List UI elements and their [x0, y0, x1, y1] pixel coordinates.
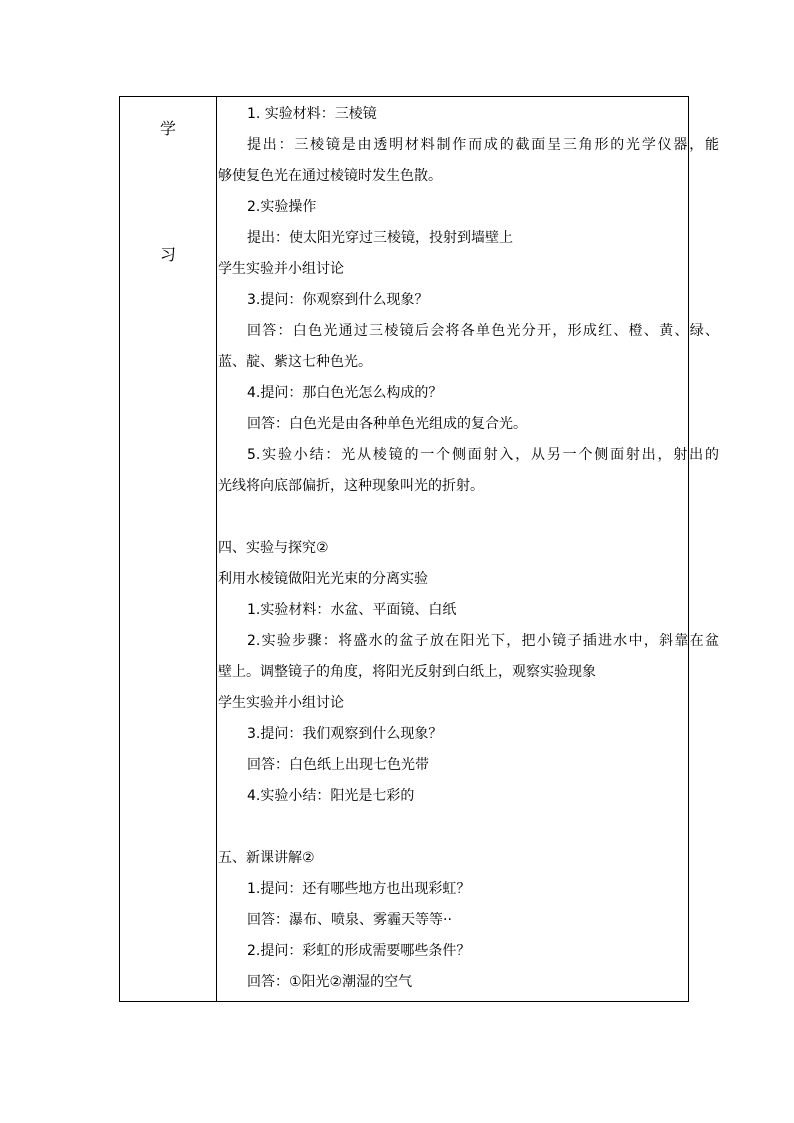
text-line: 利用水棱镜做阳光光束的分离实验 — [218, 571, 428, 587]
text-line: 回答：白色纸上出现七色光带 — [247, 757, 429, 773]
text-line: 4.实验小结：阳光是七彩的 — [247, 788, 415, 804]
text-line: 壁上。调整镜子的角度，将阳光反射到白纸上，观察实验现象 — [218, 664, 596, 680]
text-line: 1.提问：还有哪些地方也出现彩虹？ — [247, 881, 471, 897]
text-line: 3.提问：我们观察到什么现象？ — [247, 726, 443, 742]
text-line: 1. 实验材料：三棱镜 — [247, 106, 377, 122]
text-line: 学生实验并小组讨论 — [218, 695, 344, 711]
section-heading: 四、实验与探究② — [218, 540, 329, 556]
text-line: 5.实验小结：光从棱镜的一个侧面射入，从另一个侧面射出，射出的 — [247, 447, 719, 463]
section-heading: 五、新课讲解② — [218, 850, 315, 866]
text-line: 回答：瀑布、喷泉、雾霾天等等·· — [247, 912, 452, 928]
text-line: 2.实验步骤：将盛水的盆子放在阳光下，把小镜子插进水中，斜靠在盆 — [247, 633, 719, 649]
side-label-char-2: 习 — [159, 245, 176, 264]
text-line: 回答：白色光是由各种单色光组成的复合光。 — [247, 416, 527, 432]
text-line: 提出：三棱镜是由透明材料制作而成的截面呈三角形的光学仪器，能 — [247, 137, 719, 153]
column-divider — [216, 97, 217, 1001]
text-line: 3.提问：你观察到什么现象？ — [247, 292, 429, 308]
text-line: 2.提问：彩虹的形成需要哪些条件？ — [247, 943, 471, 959]
text-line: 蓝、靛、紫这七种色光。 — [218, 354, 372, 370]
text-line: 回答：①阳光②潮湿的空气 — [247, 974, 413, 990]
text-line: 2.实验操作 — [247, 199, 317, 215]
side-label-char-1: 学 — [159, 119, 176, 138]
text-line: 光线将向底部偏折，这种现象叫光的折射。 — [218, 478, 484, 494]
text-line: 够使复色光在通过棱镜时发生色散。 — [218, 168, 442, 184]
text-line: 提出：使太阳光穿过三棱镜，投射到墙壁上 — [247, 230, 513, 246]
lesson-table — [119, 96, 719, 1002]
text-line: 回答：白色光通过三棱镜后会将各单色光分开，形成红、橙、黄、绿、 — [247, 323, 719, 339]
text-line: 1.实验材料：水盆、平面镜、白纸 — [247, 602, 457, 618]
text-line: 4.提问：那白色光怎么构成的？ — [247, 385, 443, 401]
text-line: 学生实验并小组讨论 — [218, 261, 344, 277]
